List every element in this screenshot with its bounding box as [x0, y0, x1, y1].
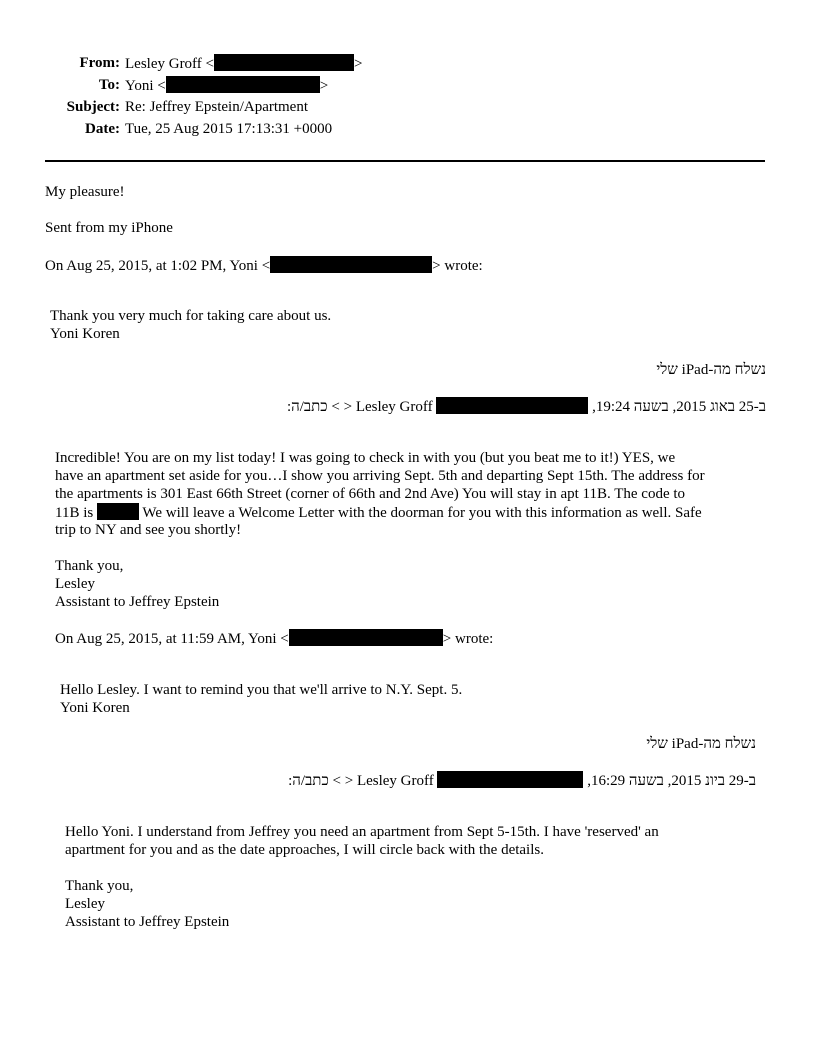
yoni-message-2-line-1: Hello Lesley. I want to remind you that we'll arrive to N.Y. Sept. 5. [60, 682, 463, 698]
lesley-message-line-2: have an apartment set aside for you…I show you arriving Sept. 5th and departing Sept 15th. The address for [55, 468, 705, 484]
date-value: Tue, 25 Aug 2015 17:13:31 +0000 [125, 121, 333, 137]
header-divider [45, 160, 765, 162]
redaction-box [437, 771, 583, 788]
closing-1-line-1: Thank you, [55, 558, 124, 574]
quote-attribution-2: On Aug 25, 2015, at 11:59 AM, Yoni < > wrote: [55, 631, 494, 647]
yoni-message-1-line-2: Yoni Koren [50, 326, 120, 342]
redaction-box [270, 256, 432, 273]
subject-label: Subject: [66, 99, 120, 115]
from-label: From: [79, 55, 120, 71]
lesley-message-line-3: the apartments is 301 East 66th Street (corner of 66th and 2nd Ave) You will stay in apt 11B. The code to [55, 486, 686, 502]
to-name: Yoni < [125, 78, 166, 94]
ipad-signature-1: נשלח מה-iPad שלי [656, 362, 766, 378]
closing-2-line-3: Assistant to Jeffrey Epstein [65, 914, 230, 930]
ipad-signature-2: נשלח מה-iPad שלי [646, 736, 756, 752]
closing-2-line-2: Lesley [65, 896, 105, 912]
to-value [125, 76, 328, 95]
yoni-message-1-line-1: Thank you very much for taking care about us. [50, 308, 332, 324]
lesley-message-2-line-1: Hello Yoni. I understand from Jeffrey you need an apartment from Sept 5-15th. I have 'reserved' an [65, 824, 659, 840]
from-name: Lesley Groff < [125, 56, 214, 72]
redaction-box [166, 76, 320, 93]
date-label: Date: [85, 121, 120, 137]
hebrew-quote-attribution-2: ב-29 ביונ 2015, בשעה 16:29, Lesley Groff < > כתב/ה: [288, 773, 756, 789]
lesley-message-line-1: Incredible! You are on my list today! I was going to check in with you (but you beat me to it!) YES, we [55, 450, 676, 466]
closing-2-line-1: Thank you, [65, 878, 134, 894]
quote-attribution-1: On Aug 25, 2015, at 1:02 PM, Yoni < > wrote: [45, 258, 483, 274]
redaction-box [289, 629, 443, 646]
to-label: To: [98, 77, 120, 93]
closing-1-line-3: Assistant to Jeffrey Epstein [55, 594, 220, 610]
closing-1-line-2: Lesley [55, 576, 95, 592]
yoni-message-2-line-2: Yoni Koren [60, 700, 130, 716]
redaction-box [97, 503, 139, 520]
redaction-box [214, 54, 354, 71]
lesley-message-2-line-2: apartment for you and as the date approaches, I will circle back with the details. [65, 842, 544, 858]
reply-text: My pleasure! [45, 184, 125, 200]
subject-value: Re: Jeffrey Epstein/Apartment [125, 99, 309, 115]
from-close: > [354, 56, 363, 72]
lesley-message-line-4: 11B is We will leave a Welcome Letter with the doorman for you with this information as well. Safe [55, 505, 702, 521]
from-value [125, 54, 362, 73]
hebrew-quote-attribution-1: ב-25 באוג 2015, בשעה 19:24, Lesley Groff < > כתב/ה: [286, 399, 766, 415]
iphone-signature: Sent from my iPhone [45, 220, 173, 236]
redaction-box [436, 397, 588, 414]
to-close: > [319, 78, 329, 94]
lesley-message-line-5: trip to NY and see you shortly! [55, 522, 242, 538]
